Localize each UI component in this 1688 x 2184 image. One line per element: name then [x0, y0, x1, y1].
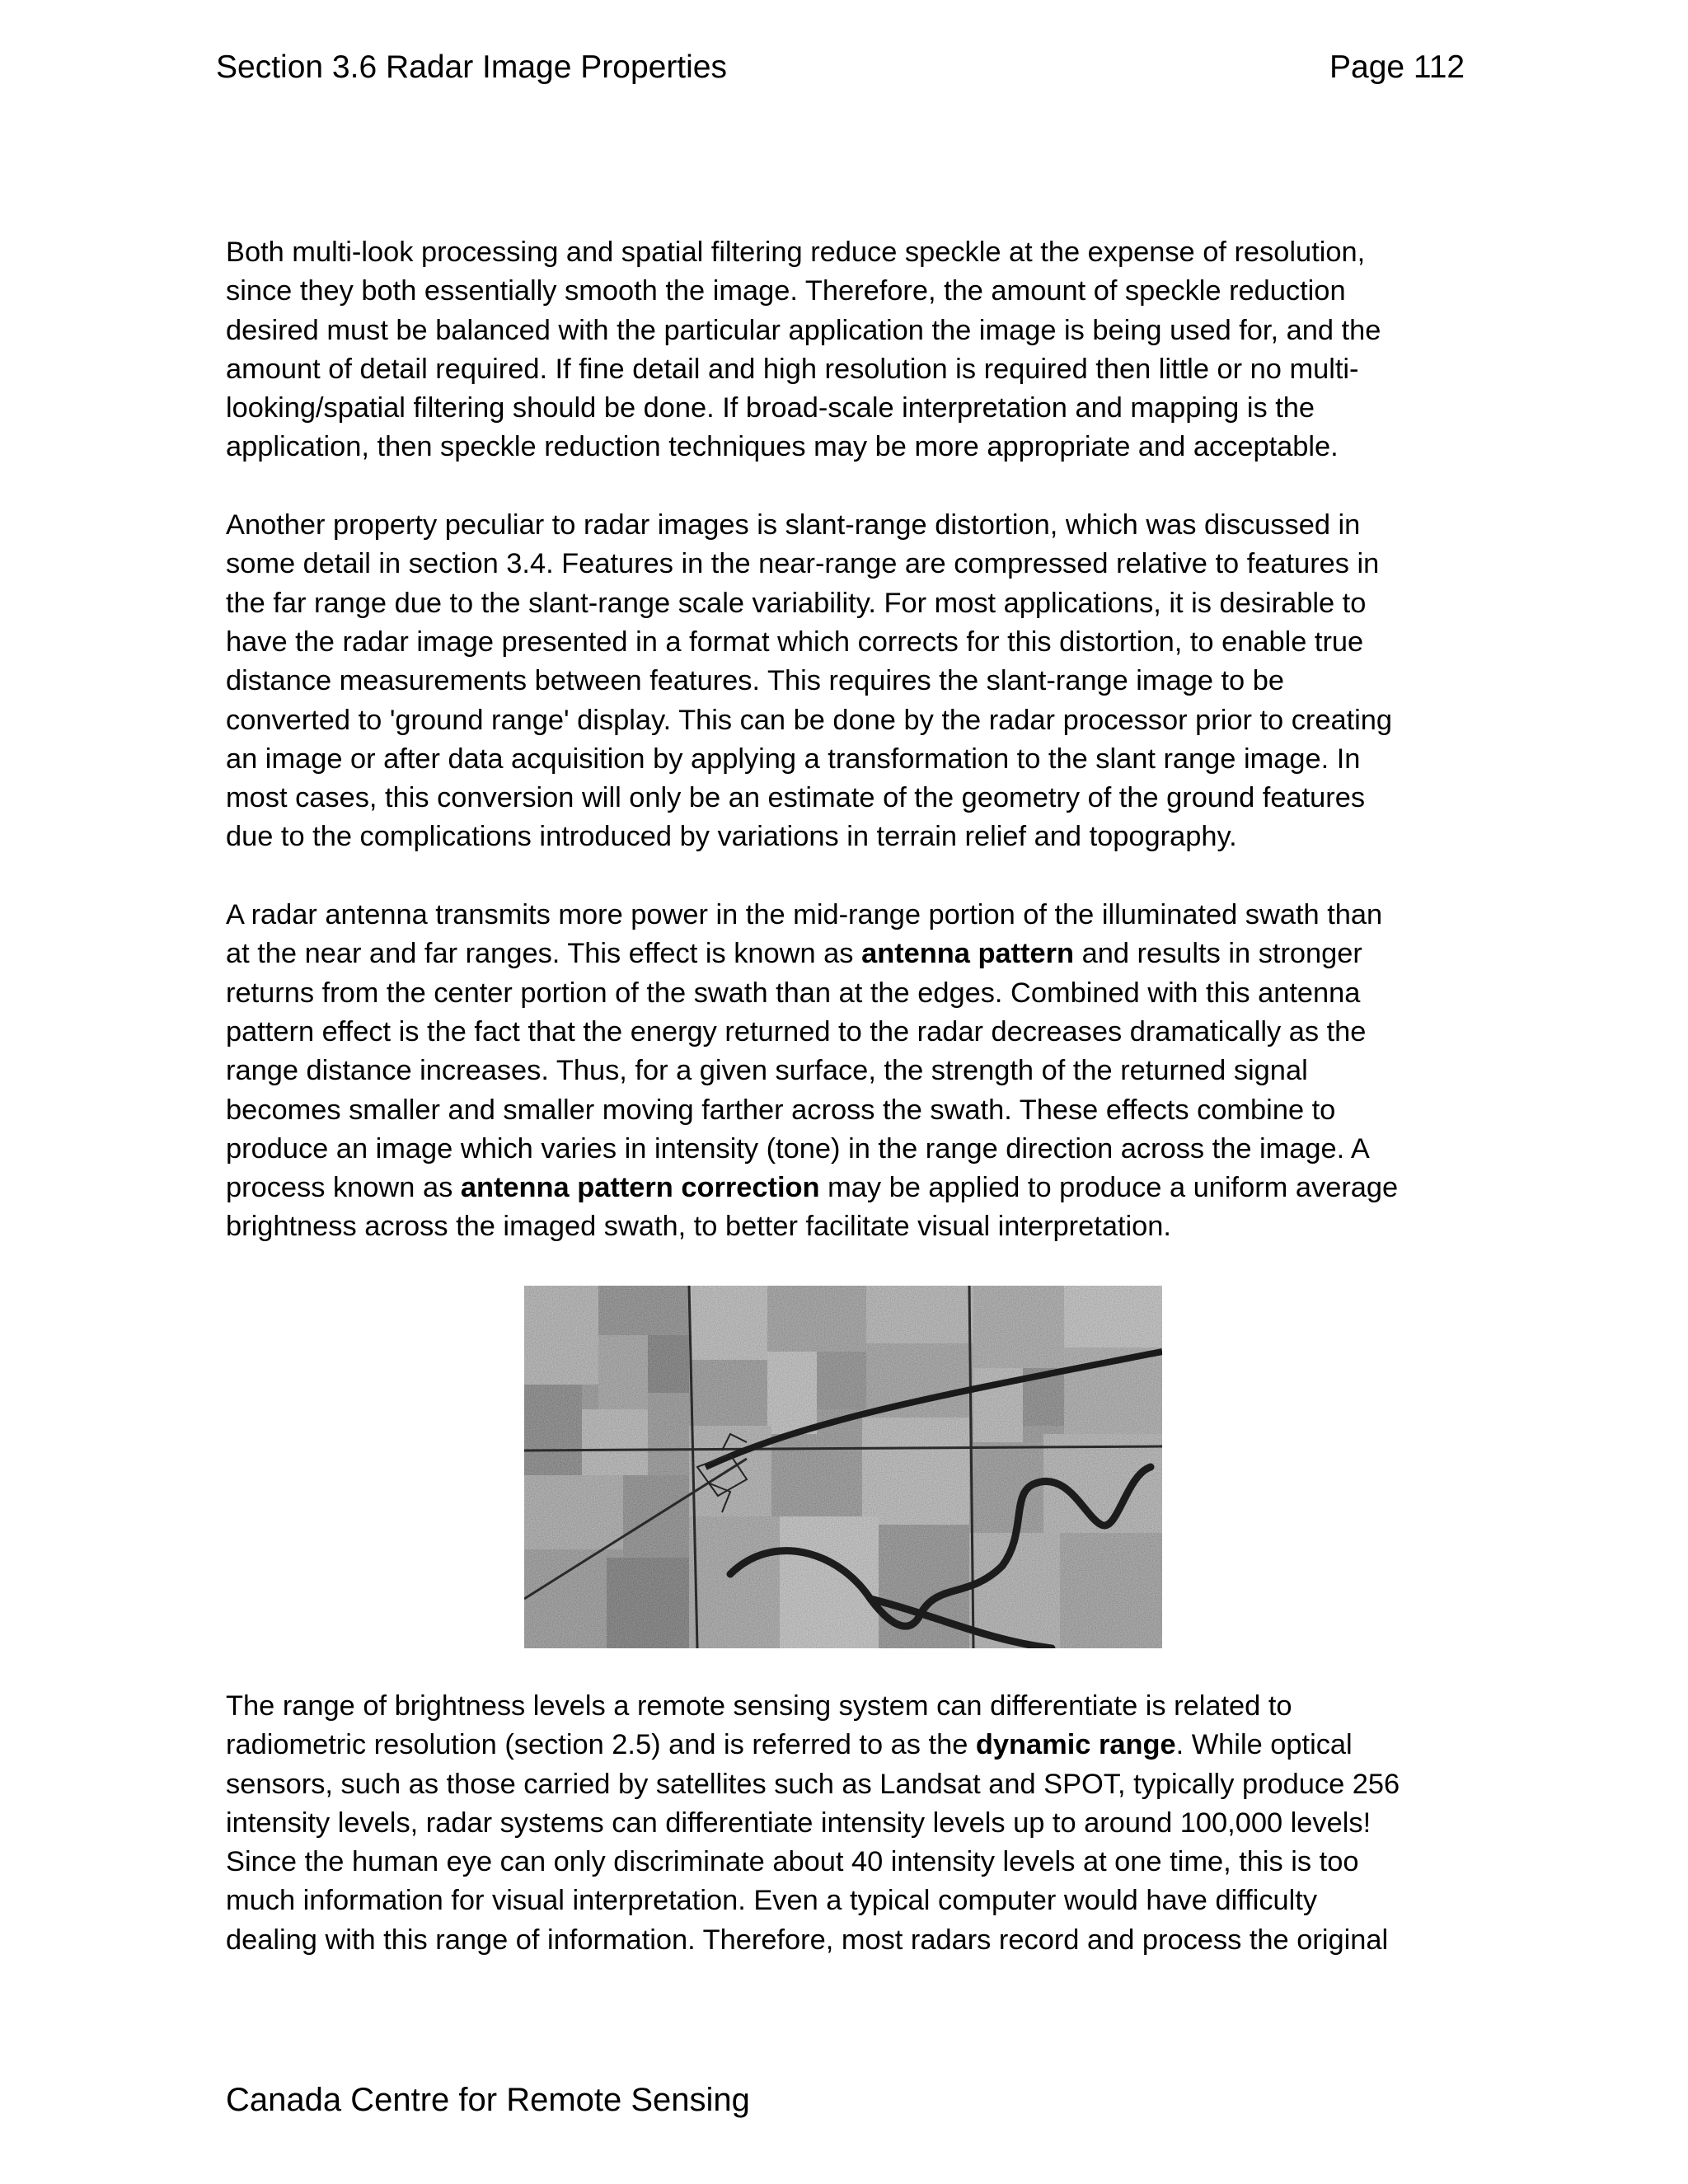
- text-line: most cases, this conversion will only be an estimate of the geometry of the ground features: [226, 782, 1366, 814]
- text-line: distance measurements between features. This requires the slant-range image to be: [226, 665, 1284, 697]
- text-line: The range of brightness levels a remote sensing system can differentiate is related to: [226, 1690, 1292, 1722]
- text-line: [226, 1726, 1479, 1765]
- text-line: have the radar image presented in a format which corrects for this distortion, to enable true: [226, 626, 1364, 658]
- text-line: dealing with this range of information. Therefore, most radars record and process the original: [226, 1924, 1389, 1956]
- text-segment: and results in stronger: [1074, 938, 1362, 970]
- radar-image: [524, 1286, 1162, 1648]
- text-line: returns from the center portion of the swath than at the edges. Combined with this antenna: [226, 977, 1361, 1009]
- text-line: becomes smaller and smaller moving farther across the swath. These effects combine to: [226, 1094, 1336, 1126]
- text-line: brightness across the imaged swath, to better facilitate visual interpretation.: [226, 1211, 1171, 1243]
- paragraph-antenna-pattern: [226, 896, 1479, 1247]
- text-line: A radar antenna transmits more power in the mid-range portion of the illuminated swath than: [226, 899, 1383, 931]
- text-line: sensors, such as those carried by satellites such as Landsat and SPOT, typically produce 256: [226, 1768, 1400, 1800]
- text-line: some detail in section 3.4. Features in the near-range are compressed relative to features in: [226, 548, 1380, 580]
- text-line: much information for visual interpretation. Even a typical computer would have difficulty: [226, 1885, 1318, 1917]
- paragraph-speckle: [226, 233, 1479, 467]
- text-line: Since the human eye can only discriminate about 40 intensity levels at one time, this is too: [226, 1846, 1359, 1878]
- bold-term-dynamic-range: dynamic range: [975, 1729, 1176, 1761]
- text-segment: process known as: [226, 1172, 461, 1204]
- text-line: Both multi-look processing and spatial filtering reduce speckle at the expense of resolution,: [226, 237, 1366, 268]
- footer-organization: Canada Centre for Remote Sensing: [226, 2082, 750, 2118]
- speckle-overlay: [524, 1286, 1162, 1648]
- text-line: range distance increases. Thus, for a given surface, the strength of the returned signal: [226, 1055, 1308, 1087]
- page-section-title: Section 3.6 Radar Image Properties: [216, 49, 728, 85]
- text-line: looking/spatial filtering should be done. If broad-scale interpretation and mapping is the: [226, 392, 1315, 424]
- bold-term-antenna-pattern-correction: antenna pattern correction: [460, 1172, 820, 1204]
- text-line: an image or after data acquisition by applying a transformation to the slant range image. In: [226, 743, 1361, 775]
- text-segment: . While optical: [1175, 1729, 1353, 1761]
- text-segment: radiometric resolution (section 2.5) and is referred to as the: [226, 1729, 976, 1761]
- text-segment: may be applied to produce a uniform average: [819, 1172, 1399, 1204]
- text-line: intensity levels, radar systems can differentiate intensity levels up to around 100,000 levels!: [226, 1807, 1372, 1839]
- text-line: pattern effect is the fact that the energy returned to the radar decreases dramatically as the: [226, 1015, 1367, 1047]
- text-line: converted to 'ground range' display. This can be done by the radar processor prior to creating: [226, 704, 1393, 736]
- text-segment: at the near and far ranges. This effect is known as: [226, 938, 862, 970]
- text-line: desired must be balanced with the particular application the image is being used for, and the: [226, 314, 1381, 346]
- text-line: due to the complications introduced by variations in terrain relief and topography.: [226, 821, 1237, 853]
- text-line: amount of detail required. If fine detail and high resolution is required then little or no multi-: [226, 353, 1359, 385]
- text-line: produce an image which varies in intensity (tone) in the range direction across the image. A: [226, 1132, 1370, 1165]
- text-line: since they both essentially smooth the image. Therefore, the amount of speckle reduction: [226, 275, 1346, 307]
- page-number: Page 112: [1329, 49, 1465, 85]
- text-line: application, then speckle reduction techniques may be more appropriate and acceptable.: [226, 431, 1339, 463]
- paragraph-dynamic-range: [226, 1687, 1479, 1960]
- body-text: [226, 233, 1479, 1286]
- bold-term-antenna-pattern: antenna pattern: [861, 938, 1075, 970]
- paragraph-slant-range: [226, 506, 1479, 857]
- text-line: [226, 935, 1479, 973]
- text-line: [226, 1169, 1479, 1207]
- radar-image-figure: [524, 1286, 1162, 1648]
- text-line: Another property peculiar to radar images is slant-range distortion, which was discussed in: [226, 509, 1361, 541]
- text-line: the far range due to the slant-range scale variability. For most applications, it is desirable to: [226, 587, 1367, 619]
